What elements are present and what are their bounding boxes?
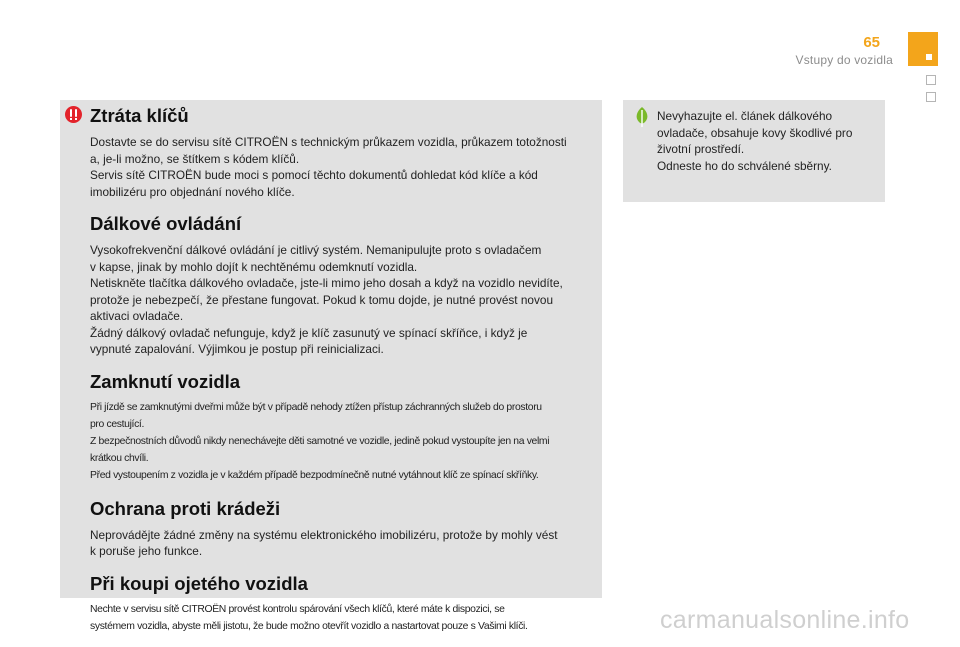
section-block [90,104,596,200]
text-line: systémem vozidla, abyste měli jistotu, že bude možno otevřít vozidlo a nastartovat pouze s Vašimi klíči. [90,620,528,632]
section-text [90,134,596,200]
chapter-tab-box [926,92,936,102]
section-heading: Zamknutí vozidla [90,370,241,392]
tab-marker-icon [926,54,932,60]
text-line: aktivaci ovladače. [90,309,184,323]
watermark: carmanualsonline.info [660,606,910,634]
section-block [90,370,596,485]
text-line: a, je-li možno, se štítkem s kódem klíčů. [90,151,300,166]
section-text [90,242,596,358]
text-line: ovladače, obsahuje kovy škodlivé pro [657,125,853,140]
text-line: životní prostředí. [657,142,745,156]
section-heading: Dálkové ovládání [90,213,242,234]
section-text [90,399,596,485]
section-block [90,212,596,358]
text-line: Servis sítě CITROËN bude moci s pomocí těchto dokumentů dohledat kód klíče a kód [90,168,538,182]
section-block [90,497,596,560]
chapter-tab-active [908,32,938,66]
text-line: Odneste ho do schválené sběrny. [657,158,832,173]
chapter-tab-box [926,75,936,85]
text-line: vypnuté zapalování. Výjimkou je postup při reinicializaci. [90,342,384,356]
text-line: pro cestující. [90,418,145,430]
section-block [90,572,596,635]
text-line: krátkou chvíli. [90,453,149,465]
section-heading: Při koupi ojetého vozidla [90,572,308,594]
text-line: Dostavte se do servisu sítě CITROËN s technickým průkazem vozidla, průkazem totožnosti [90,135,567,149]
eco-note-text [657,108,879,174]
text-line: Neprovádějte žádné změny na systému elektronického imobilizéru, protože by mohly vést [90,527,558,542]
section-text [90,601,596,635]
text-line: Nevyhazujte el. článek dálkového [657,109,833,123]
section-heading: Ztráta klíčů [90,105,189,126]
text-line: protože je nebezpečí, že přestane fungovat. Pokud k tomu dojde, je nutné provést novou [90,292,554,307]
main-content [90,104,596,647]
text-line: Žádný dálkový ovladač nefunguje, když je klíč zasunutý ve spínací skříňce, i když je [90,325,528,340]
text-line: Netiskněte tlačítka dálkového ovladače, jste-li mimo jeho dosah a když na vozidlo nevidíte, [90,276,563,290]
section-heading: Ochrana proti krádeži [90,497,281,519]
text-line: imobilizéru pro objednání nového klíče. [90,184,295,199]
text-line: v kapse, jinak by mohlo dojít k nechtěnému odemknutí vozidla. [90,259,418,274]
leaf-icon [633,106,651,128]
text-line: Před vystoupením z vozidla je v každém případě bezpodmínečně nutné vytáhnout klíč ze spínací skříňky. [90,470,539,482]
text-line: Při jízdě se zamknutými dveřmi může být v případě nehody ztížen přístup záchranných služeb do prostoru [90,401,542,413]
page-number: 65 [863,34,880,51]
text-line: Nechte v servisu sítě CITROËN provést kontrolu spárování všech klíčů, které máte k dispozici, se [90,603,505,615]
text-line: Z bezpečnostních důvodů nikdy nenechávejte děti samotné ve vozidle, jedině pokud vystoupíte jen na velmi [90,435,550,447]
section-title: Vstupy do vozidla [795,53,893,67]
section-text [90,527,596,560]
warning-icon [65,106,82,123]
text-line: Vysokofrekvenční dálkové ovládání je citlivý systém. Nemanipulujte proto s ovladačem [90,243,542,257]
text-line: k poruše jeho funkce. [90,544,203,559]
